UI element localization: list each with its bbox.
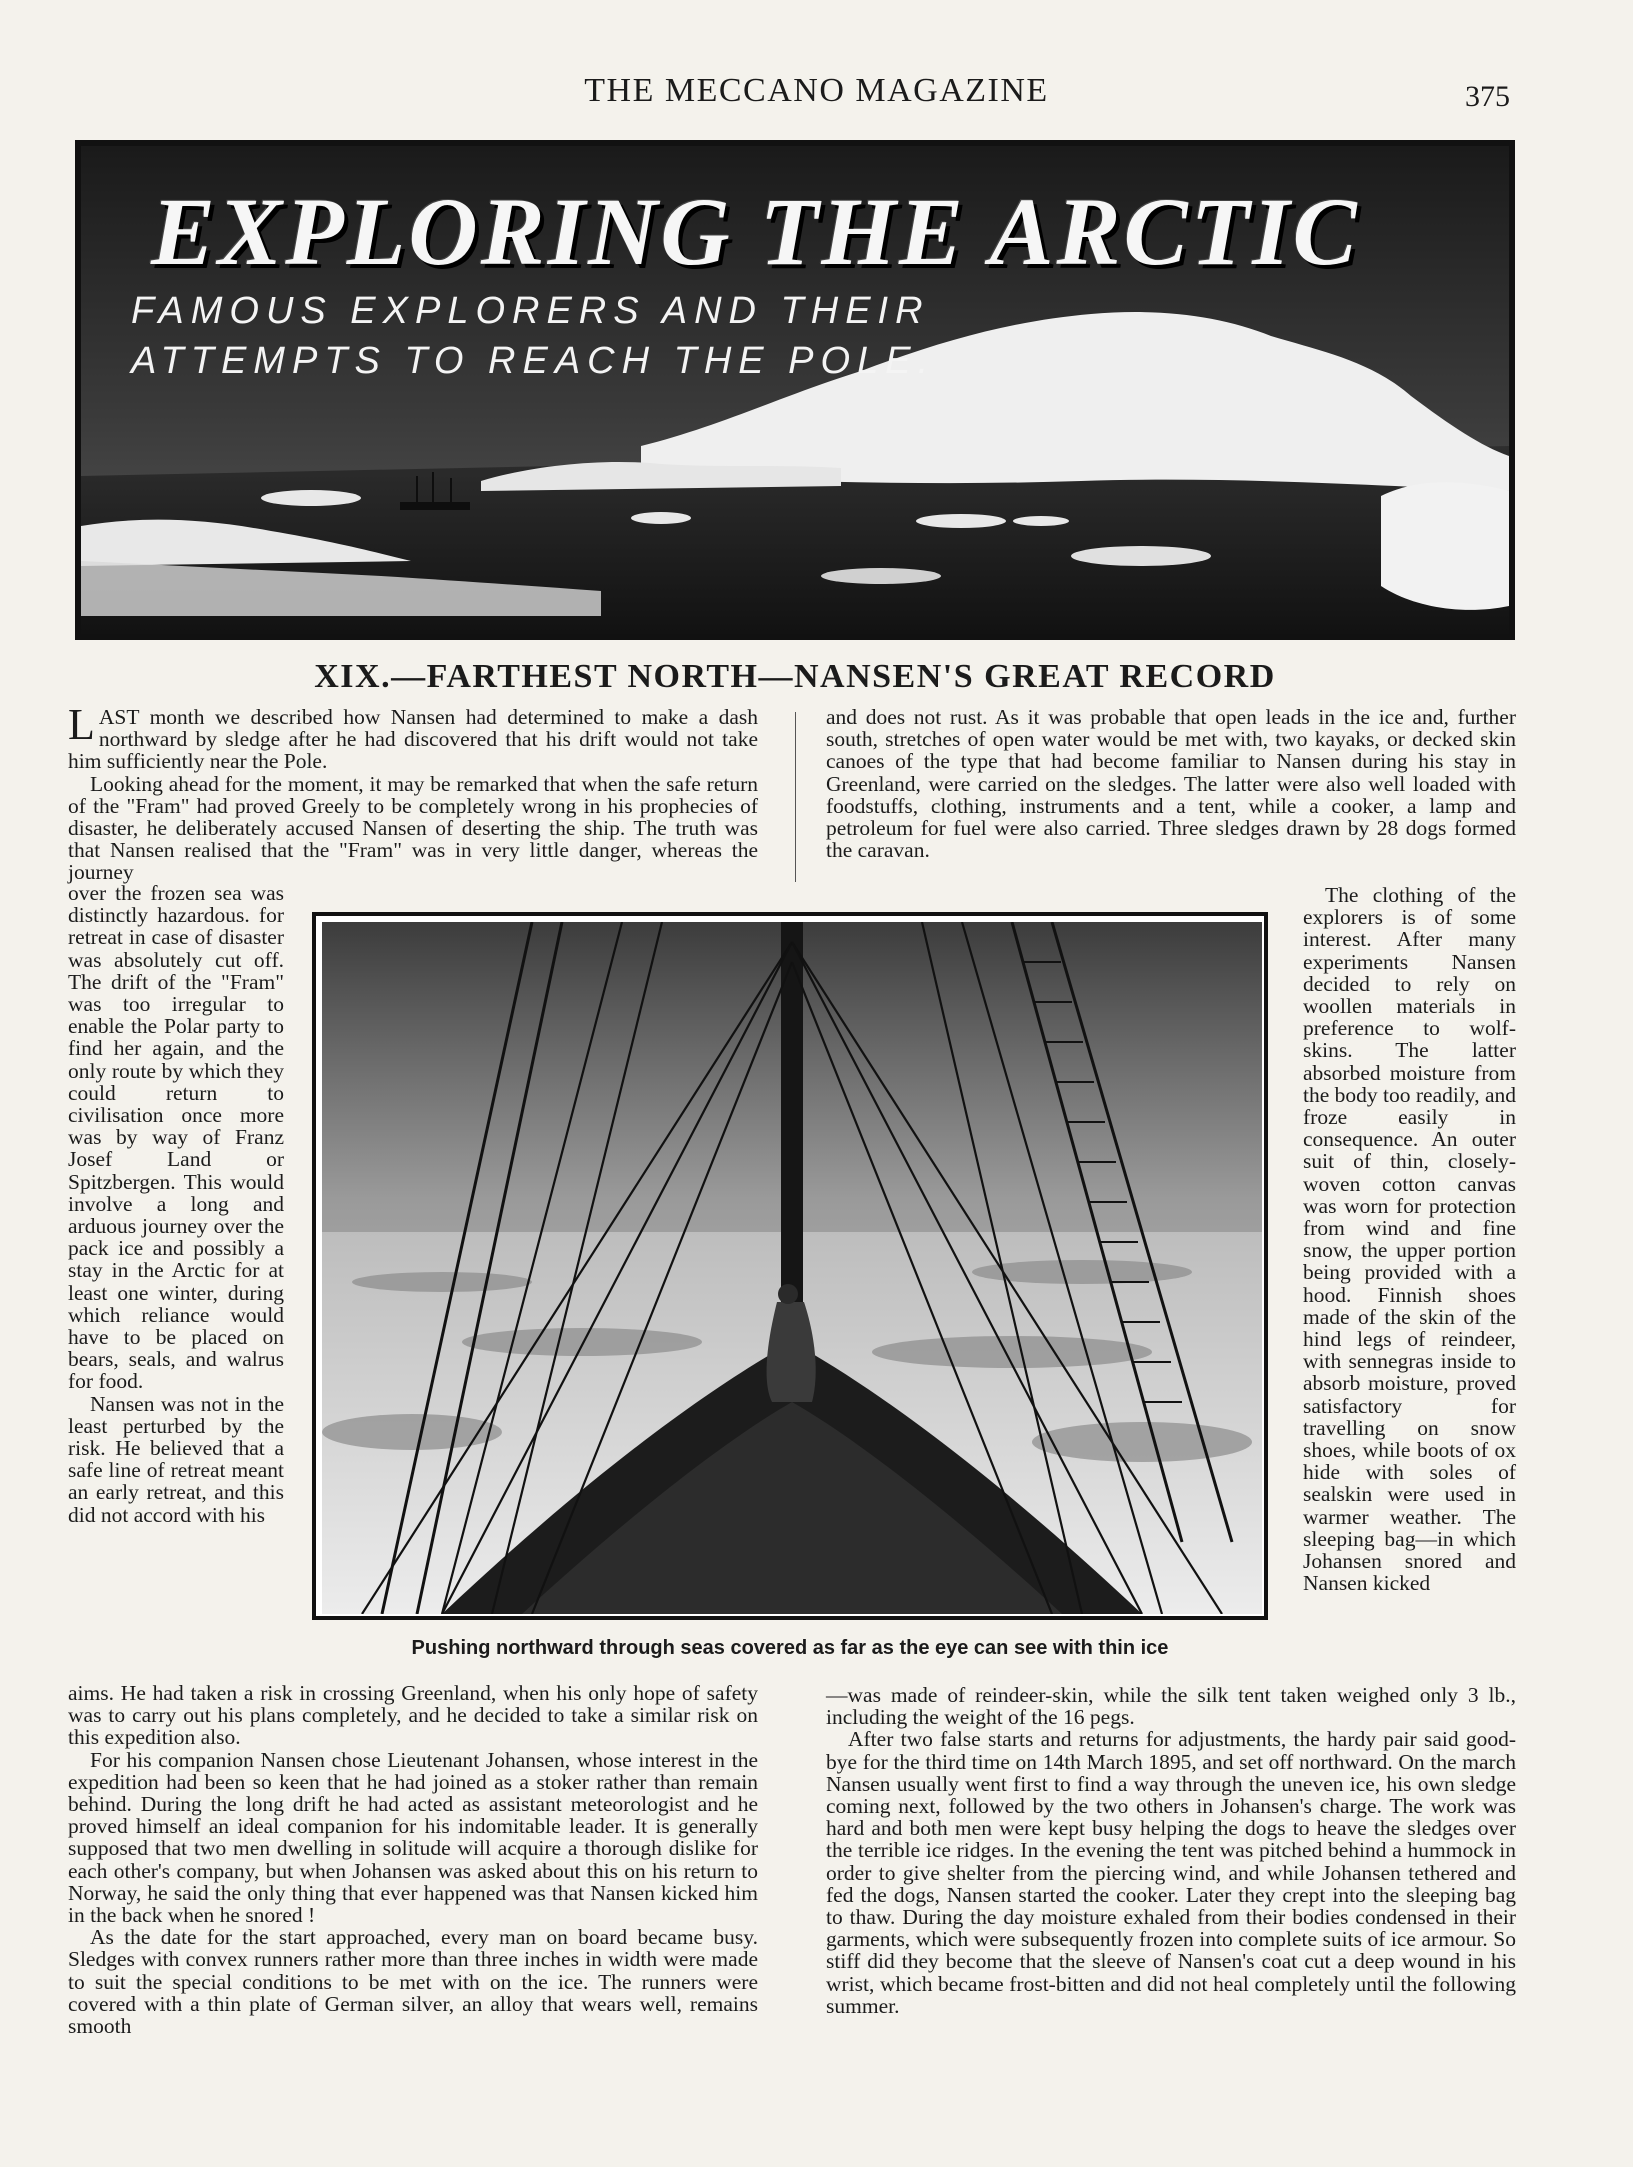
paragraph-reindeer-skin: —was made of reindeer-skin, while the silk tent taken weighed only 3 lb., including the weight of the 16 pegs. [826,1683,1516,1730]
ship-bow-photo [312,912,1268,1620]
paragraph-sledges: As the date for the start approached, every man on board became busy. Sledges with convex runners rather more than three inches in width were made to suit the special conditions to be met with on the ice. The runners were covered with a thin plate of German silver, an alloy that wears well, remains smooth [68,1925,758,2039]
banner-illustration [75,140,1515,640]
magazine-title: THE MECCANO MAGAZINE [584,72,1049,109]
col1-top-text [68,700,758,885]
paragraph-march: After two false starts and returns for adjustments, the hardy pair said good-bye for the third time on 14th March 1895, and set off northward. On the march Nansen usually went first to find a way through the uneven ice, his own sledge coming next, followed by the two others in Johansen's charge. The work was hard and both men were kept busy helping the dogs to heave the sledges over the terrible ice ridges. In the evening the tent was pitched behind a hummock in order to give shelter from the piercing wind, and while Johansen tethered and fed the dogs, Nansen started the cooker. Later they crept into the sleeping bag to thaw. During the day moisture exhaled from their bodies condensed in their garments, which were subsequently frozen into complete suits of ice armour. So stiff did they become that the sleeve of Nansen's coat cut a deep wound in his wrist, which became frost-bitten and did not heal completely until the following summer. [826,1727,1516,2018]
col1-bottom-text [68,1682,758,2037]
paragraph-aims: aims. He had taken a risk in crossing Greenland, when his only hope of safety was to carry out his plans completely, and he decided to take a similar risk on this expedition also. [68,1681,758,1750]
paragraph-hazardous: over the frozen sea was distinctly hazardous. for retreat in case of disaster was absolutely cut off. The drift of the "Fram" was too irregular to enable the Polar party to find her again, and the only route by which they could return to civilisation once more was by way of Franz Josef Land or Spitzbergen. This would involve a long and arduous journey over the pack ice and possibly a stay in the Arctic for at least one winter, during which reliance would have to be placed on bears, seals, and walrus for food. [68,881,284,1394]
running-head [0,72,1633,122]
banner-title: EXPLORING THE ARCTIC [151,178,1360,285]
col1-narrow-text [68,882,284,1526]
paragraph-not-perturbed: Nansen was not in the least perturbed by the risk. He believed that a safe line of retreat meant an early retreat, and this did not accord with his [68,1391,284,1527]
article-title: XIX.—FARTHEST NORTH—NANSEN'S GREAT RECORD [314,658,1276,695]
paragraph-johansen: For his companion Nansen chose Lieutenant Johansen, whose interest in the expedition had been so keen that he had joined as a stoker rather than remain behind. During the long drift he had acted as assistant meteorologist and he proved himself an ideal companion for his indomitable leader. It is generally supposed that two men dwelling in solitude will acquire a thorough dislike for each other's company, but when Johansen was asked about this on his return to Norway, he said the only thing that ever happened was that Nansen kicked him in the back when he snored ! [68,1747,758,1928]
page-number: 375 [1465,80,1510,113]
paragraph-kayaks: and does not rust. As it was probable that open leads in the ice and, further south, stretches of open water would be met with, two kayaks, or decked skin canoes of the type that had become familiar to Nansen during his stay in Greenland, were carried on the sledges. The latter were also well loaded with foodstuffs, clothing, instruments and a tent, while a cooker, a lamp and petroleum for fuel were also carried. Three sledges drawn by 28 dogs formed the caravan. [826,705,1516,863]
col2-narrow-text [1303,884,1516,1595]
col2-top-text [826,706,1516,861]
intro-paragraph [68,700,758,774]
photo-caption: Pushing northward through seas covered as far as the eye can see with thin ice [411,1637,1169,1659]
drop-cap: L [68,700,95,749]
paragraph-looking-ahead: Looking ahead for the moment, it may be remarked that when the safe return of the "Fram" had proved Greely to be completely wrong in his prophecies of disaster, he deliberately accused Nansen of deserting the ship. The truth was that Nansen realised that the "Fram" was in very little danger, whereas the journey [68,771,758,885]
intro-text: AST month we described how Nansen had determined to make a dash northward by sledge after he had discovered that his drift would not take him sufficiently near the Pole. [68,705,758,774]
paragraph-clothing: The clothing of the explorers is of some interest. After many experiments Nansen decided to rely on woollen materials in preference to wolf-skins. The latter absorbed moisture from the body too readily, and froze easily in consequence. An outer suit of thin, closely-woven cotton canvas was worn for protection from wind and fine snow, the upper portion being provided with a hood. Finnish shoes made of the skin of the hind legs of reindeer, with sennegras inside to absorb moisture, proved satisfactory for travelling on snow shoes, while boots of ox hide with soles of sealskin were used in warmer weather. The sleeping bag—in which Johansen snored and Nansen kicked [1303,883,1516,1596]
ship-rigging-illustration [322,922,1262,1614]
col2-bottom-text [826,1684,1516,2017]
column-rule [795,712,796,882]
banner-subtitle: FAMOUS EXPLORERS AND THEIR ATTEMPTS TO REACH THE POLE. [131,290,936,382]
